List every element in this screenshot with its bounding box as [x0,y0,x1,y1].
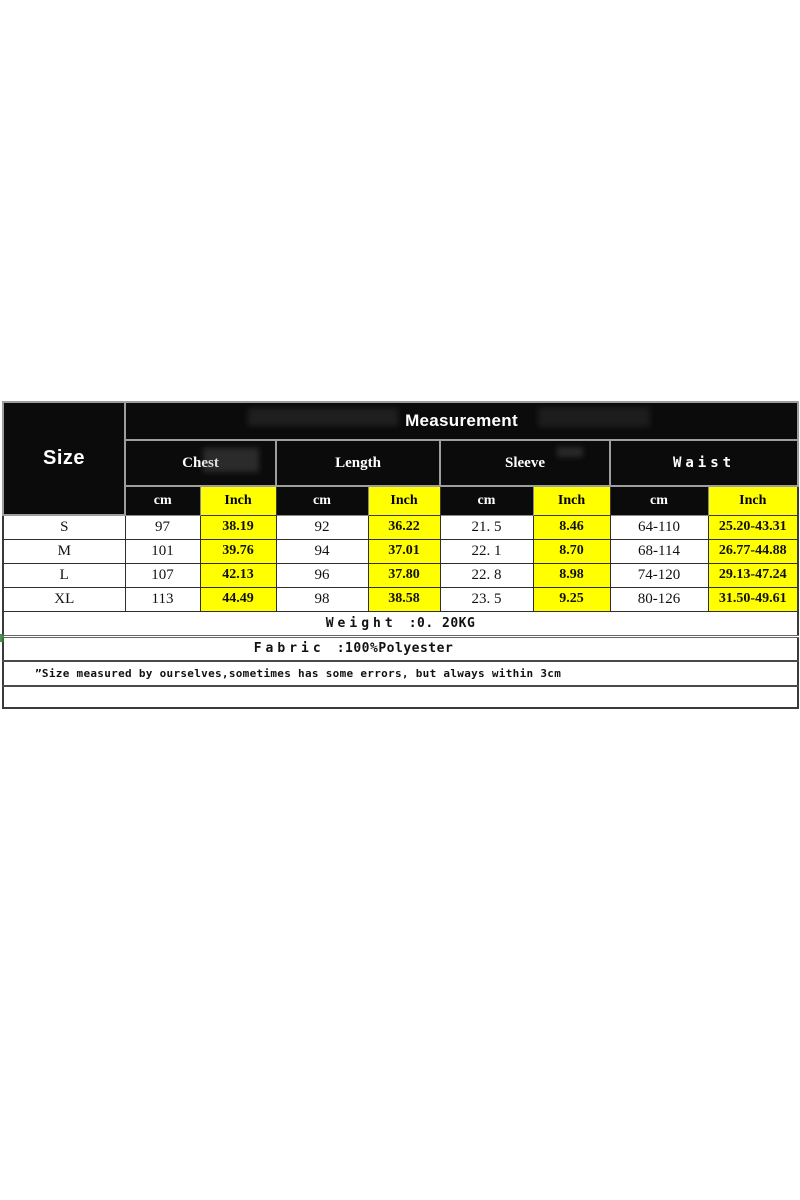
cell-waist-cm: 68-114 [610,539,708,563]
unit-header-waist-inch: Inch [708,486,798,515]
column-group-chest: Chest [125,440,276,486]
cell-waist-inch: 26.77-44.88 [708,539,798,563]
column-group-length: Length [276,440,440,486]
cell-length-inch: 37.80 [368,563,440,587]
cell-waist-cm: 74-120 [610,563,708,587]
fabric-row [3,636,798,661]
size-chart-table [2,401,799,709]
unit-header-sleeve-inch: Inch [533,486,610,515]
cell-chest-cm: 107 [125,563,200,587]
cell-sleeve-cm: 21. 5 [440,515,533,539]
cell-length-cm: 98 [276,587,368,611]
cell-sleeve-cm: 22. 1 [440,539,533,563]
cell-sleeve-cm: 23. 5 [440,587,533,611]
cell-sleeve-inch: 8.70 [533,539,610,563]
column-group-waist: Waist [610,440,798,486]
size-chart [2,401,797,709]
cell-waist-cm: 64-110 [610,515,708,539]
table-row-m [3,539,798,563]
cell-waist-inch: 31.50-49.61 [708,587,798,611]
cell-sleeve-inch: 8.98 [533,563,610,587]
unit-header-waist-cm: cm [610,486,708,515]
measurement-note: ”Size measured by ourselves,sometimes has some errors, but always within 3cm [3,661,798,686]
cell-chest-inch: 38.19 [200,515,276,539]
column-group-sleeve: Sleeve [440,440,610,486]
cell-chest-inch: 42.13 [200,563,276,587]
cell-length-cm: 96 [276,563,368,587]
unit-header-length-cm: cm [276,486,368,515]
fabric-label: Fabric [253,641,325,657]
cell-length-cm: 92 [276,515,368,539]
cell-waist-inch: 25.20-43.31 [708,515,798,539]
size-corner-header: Size [3,402,125,515]
cell-sleeve-inch: 9.25 [533,587,610,611]
cell-size: L [3,563,125,587]
cell-chest-cm: 101 [125,539,200,563]
cell-waist-inch: 29.13-47.24 [708,563,798,587]
cell-chest-cm: 97 [125,515,200,539]
weight-label: Weight [325,615,397,631]
cell-sleeve-inch: 8.46 [533,515,610,539]
cell-chest-inch: 44.49 [200,587,276,611]
unit-header-chest-cm: cm [125,486,200,515]
unit-header-chest-inch: Inch [200,486,276,515]
green-pixel-artifact [0,634,4,642]
cell-chest-cm: 113 [125,587,200,611]
empty-row [3,686,798,708]
cell-size: XL [3,587,125,611]
cell-length-inch: 38.58 [368,587,440,611]
cell-chest-inch: 39.76 [200,539,276,563]
unit-header-length-inch: Inch [368,486,440,515]
table-row-s [3,515,798,539]
cell-size: S [3,515,125,539]
fabric-value: :100%Polyester [336,641,454,657]
cell-size: M [3,539,125,563]
cell-waist-cm: 80-126 [610,587,708,611]
unit-header-sleeve-cm: cm [440,486,533,515]
table-row-l [3,563,798,587]
cell-length-inch: 37.01 [368,539,440,563]
note-row [3,661,798,686]
table-row-xl [3,587,798,611]
cell-length-inch: 36.22 [368,515,440,539]
cell-length-cm: 94 [276,539,368,563]
weight-value: :0. 20KG [408,615,476,631]
measurement-title: Measurement [125,402,798,440]
weight-row [3,611,798,636]
cell-sleeve-cm: 22. 8 [440,563,533,587]
